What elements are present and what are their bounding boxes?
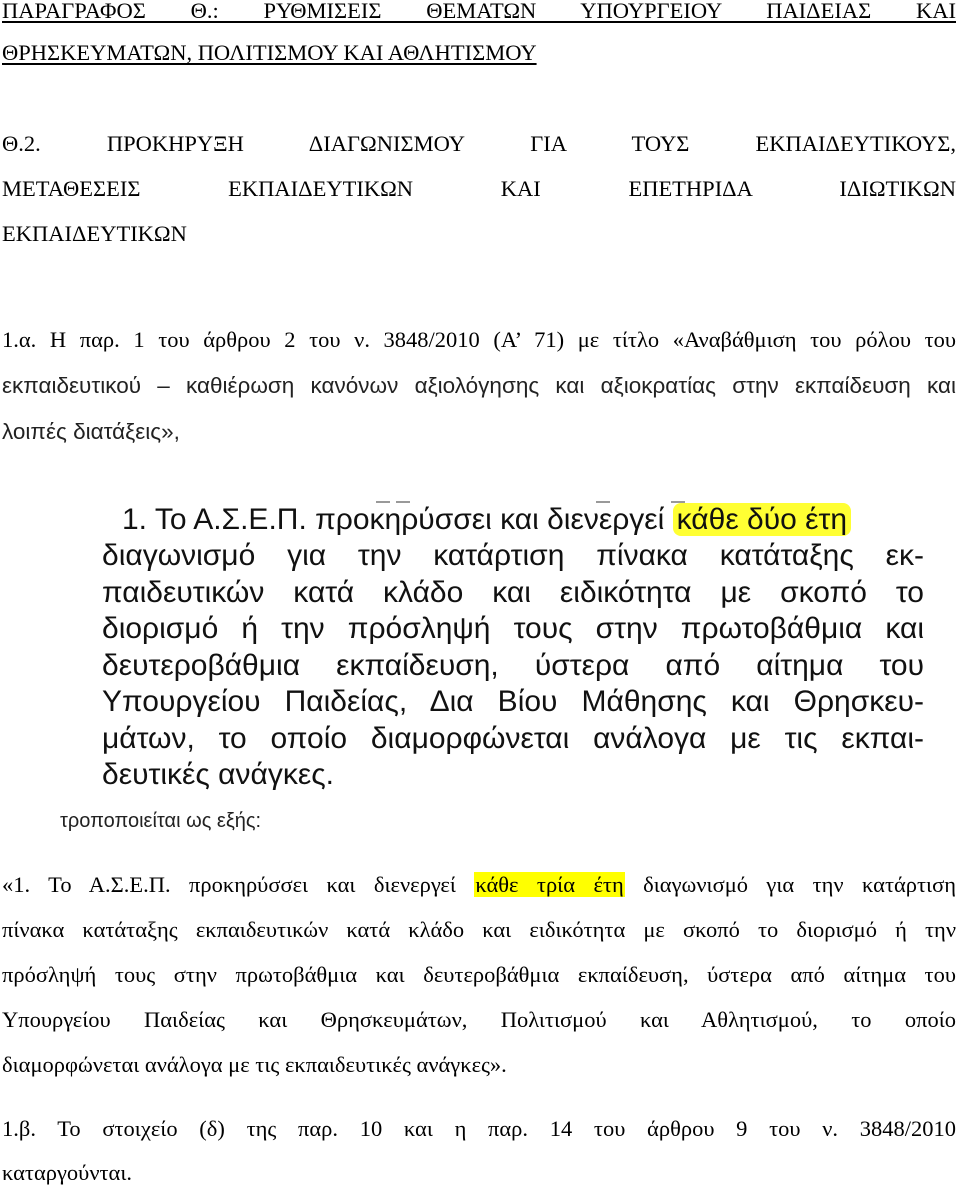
quote-line-5: δευτεροβάθμια εκπαίδευση, ύστερα από αίτημα του — [102, 649, 924, 682]
quote-line-1-text: 1. Το Α.Σ.Ε.Π. προκηρύσσει και διενεργεί — [122, 503, 665, 536]
quote-line-2: διαγωνισμό για την κατάρτιση πίνακα κατάταξης εκ- — [102, 539, 924, 572]
new-text-line-3: πρόσληψή τους στην πρωτοβάθμια και δευτεροβάθμια εκπαίδευση, ύστερα από αίτημα του — [2, 962, 956, 987]
quote-line-7: μάτων, το οποίο διαμορφώνεται ανάλογα με τις εκπαι- — [102, 722, 924, 755]
quote-highlight-two-years: κάθε δύο έτη — [673, 503, 851, 536]
new-text-line-4: Υπουργείου Παιδείας και Θρησκευμάτων, Πολιτισμού και Αθλητισμού, το οποίο — [2, 1007, 956, 1032]
section-b-line-1: 1.β. Το στοιχείο (δ) της παρ. 10 και η παρ. 14 του άρθρου 9 του ν. 3848/2010 — [2, 1116, 956, 1141]
new-text-line-1 — [2, 870, 956, 900]
section-b-line-2: καταργούνται. — [2, 1160, 133, 1185]
new-text-line-1-end: διαγωνισμό για την κατάρτιση — [643, 872, 957, 897]
new-text-line-2: πίνακα κατάταξης εκπαιδευτικών κατά κλάδο και ειδικότητα με σκοπό το διορισμό ή την — [2, 917, 956, 942]
quote-line-8: δευτικές ανάγκες. — [102, 758, 335, 791]
scan-artifact — [596, 476, 616, 484]
scan-artifact — [376, 476, 416, 484]
highlight-three-years: κάθε τρία έτη — [475, 872, 624, 897]
scan-artifact — [671, 476, 691, 484]
quote-line-3: παιδευτικών κατά κλάδο και ειδικότητα με σκοπό το — [102, 576, 924, 609]
subheading-line-3: ΕΚΠΑΙΔΕΥΤΙΚΩΝ — [2, 221, 187, 246]
intro-line-2: εκπαιδευτικού – καθιέρωση κανόνων αξιολόγησης και αξιοκρατίας στην εκπαίδευση και — [2, 373, 956, 398]
quote-line-6: Υπουργείου Παιδείας, Δια Βίου Μάθησης και Θρησκευ- — [102, 685, 924, 718]
new-text-line-5: διαμορφώνεται ανάλογα με τις εκπαιδευτικές ανάγκες». — [2, 1052, 507, 1077]
subheading-line-2: ΜΕΤΑΘΕΣΕΙΣ ΕΚΠΑΙΔΕΥΤΙΚΩΝ ΚΑΙ ΕΠΕΤΗΡΙΔΑ ΙΔΙΩΤΙΚΩΝ — [2, 176, 956, 201]
new-text-line-1-start: «1. Το Α.Σ.Ε.Π. προκηρύσσει και διενεργεί — [2, 872, 456, 897]
intro-line-3: λοιπές διατάξεις», — [2, 419, 180, 444]
intro-line-1: 1.α. Η παρ. 1 του άρθρου 2 του ν. 3848/2010 (Α’ 71) με τίτλο «Αναβάθμιση του ρόλου του — [2, 327, 956, 352]
subheading-line-1: Θ.2. ΠΡΟΚΗΡΥΞΗ ΔΙΑΓΩΝΙΣΜΟΥ ΓΙΑ ΤΟΥΣ ΕΚΠΑΙΔΕΥΤΙΚΟΥΣ, — [2, 131, 956, 156]
quote-line-1 — [122, 502, 928, 539]
section-heading-line-1: ΠΑΡΑΓΡΑΦΟΣ Θ.: ΡΥΘΜΙΣΕΙΣ ΘΕΜΑΤΩΝ ΥΠΟΥΡΓΕΙΟΥ ΠΑΙΔΕΙΑΣ ΚΑΙ — [2, 0, 956, 23]
quote-line-4: διορισμό ή την πρόσληψή τους στην πρωτοβάθμια και — [102, 612, 924, 645]
amended-label: τροποποιείται ως εξής: — [60, 810, 262, 832]
quoted-article-image — [96, 476, 936, 802]
section-heading-line-2: ΘΡΗΣΚΕΥΜΑΤΩΝ, ΠΟΛΙΤΙΣΜΟΥ ΚΑΙ ΑΘΛΗΤΙΣΜΟΥ — [2, 40, 537, 65]
